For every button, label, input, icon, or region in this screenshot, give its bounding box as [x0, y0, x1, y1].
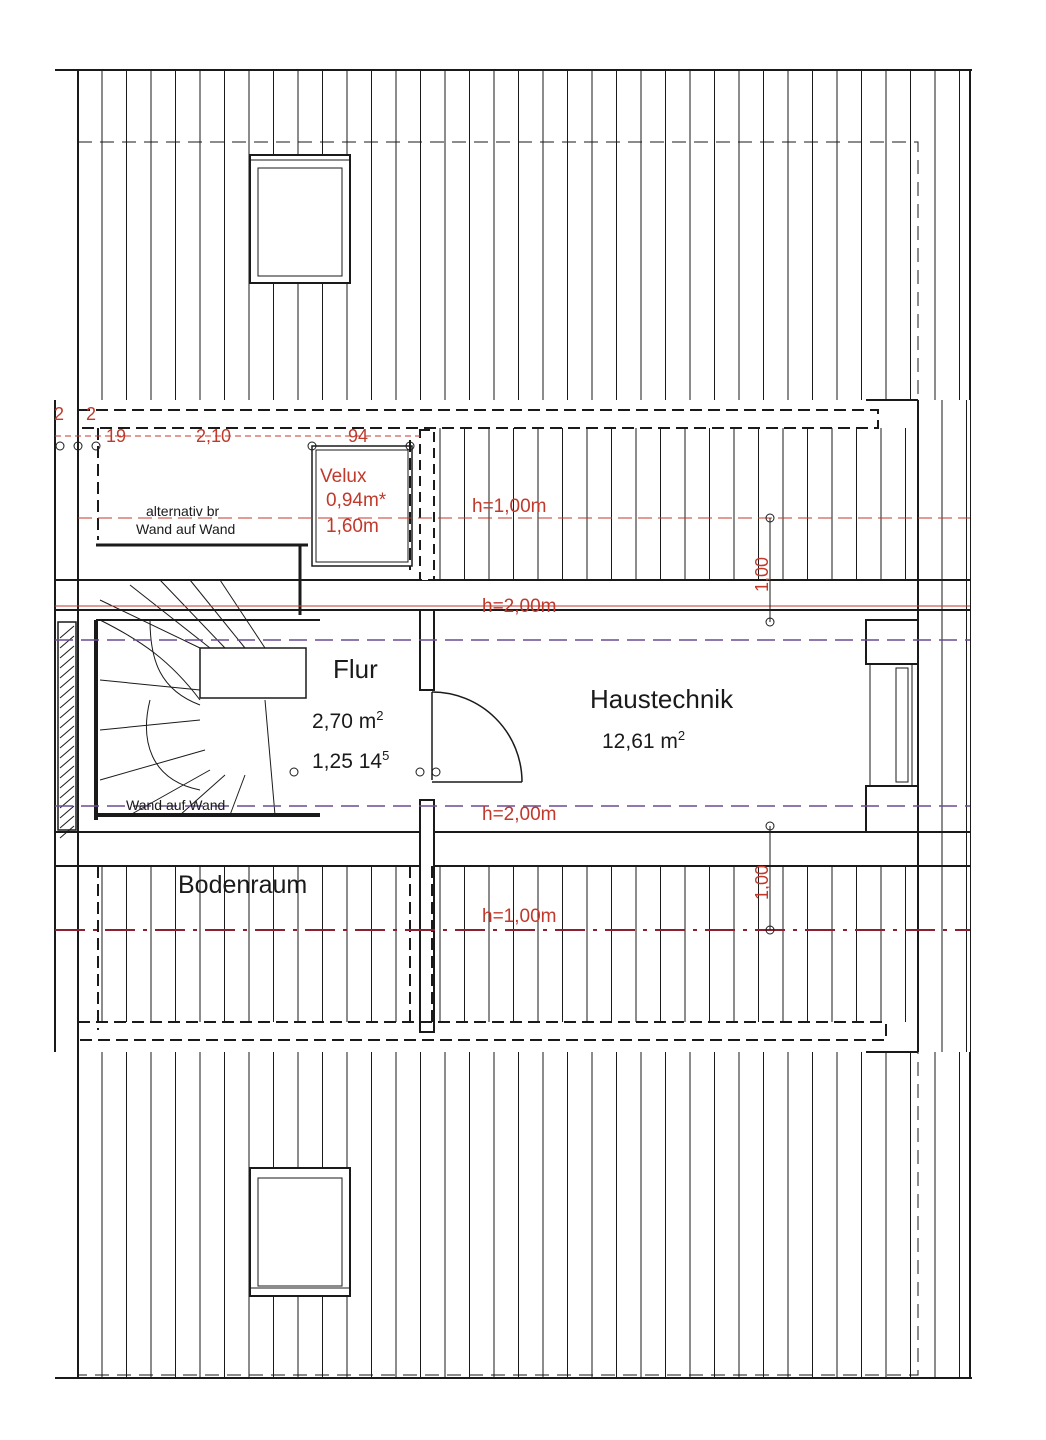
- flur-label: Flur: [333, 654, 378, 684]
- height-1m-top: h=1,00m: [472, 496, 547, 517]
- height-1m-bottom: h=1,00m: [482, 906, 557, 927]
- bodenraum-label: Bodenraum: [178, 871, 308, 899]
- height-2m-bottom: h=2,00m: [482, 804, 557, 825]
- height-dim-bottom: 1,00: [752, 864, 772, 900]
- flur-dimensions: 1,25 $14^5$: [312, 748, 390, 773]
- height-2m-top: h=2,00m: [482, 596, 557, 617]
- alternative-note-line2: Wand auf Wand: [136, 521, 236, 537]
- haustechnik-label: Haustechnik: [590, 684, 734, 714]
- wand-auf-wand-note: Wand auf Wand: [126, 797, 226, 813]
- alternative-note-line1: alternativ br: [146, 503, 220, 519]
- velux-width: 0,94m*: [326, 490, 387, 511]
- flur-area: 2,70 $m^2$: [312, 708, 384, 733]
- dim-d1: 2: [54, 404, 65, 424]
- velux-height: 1,60m: [326, 516, 379, 537]
- dim-d2: 2: [86, 404, 97, 424]
- height-dim-top: 1,00: [752, 556, 772, 592]
- haustechnik-area: 12,61 $m^2$: [602, 728, 686, 753]
- velux-label: Velux: [320, 466, 367, 487]
- dim-d3: 19: [106, 426, 127, 446]
- dim-d4: 2,10: [196, 426, 232, 446]
- dim-d5: 94: [348, 426, 369, 446]
- roof-window-bottom: [250, 1168, 350, 1296]
- roof-window-top: [250, 155, 350, 283]
